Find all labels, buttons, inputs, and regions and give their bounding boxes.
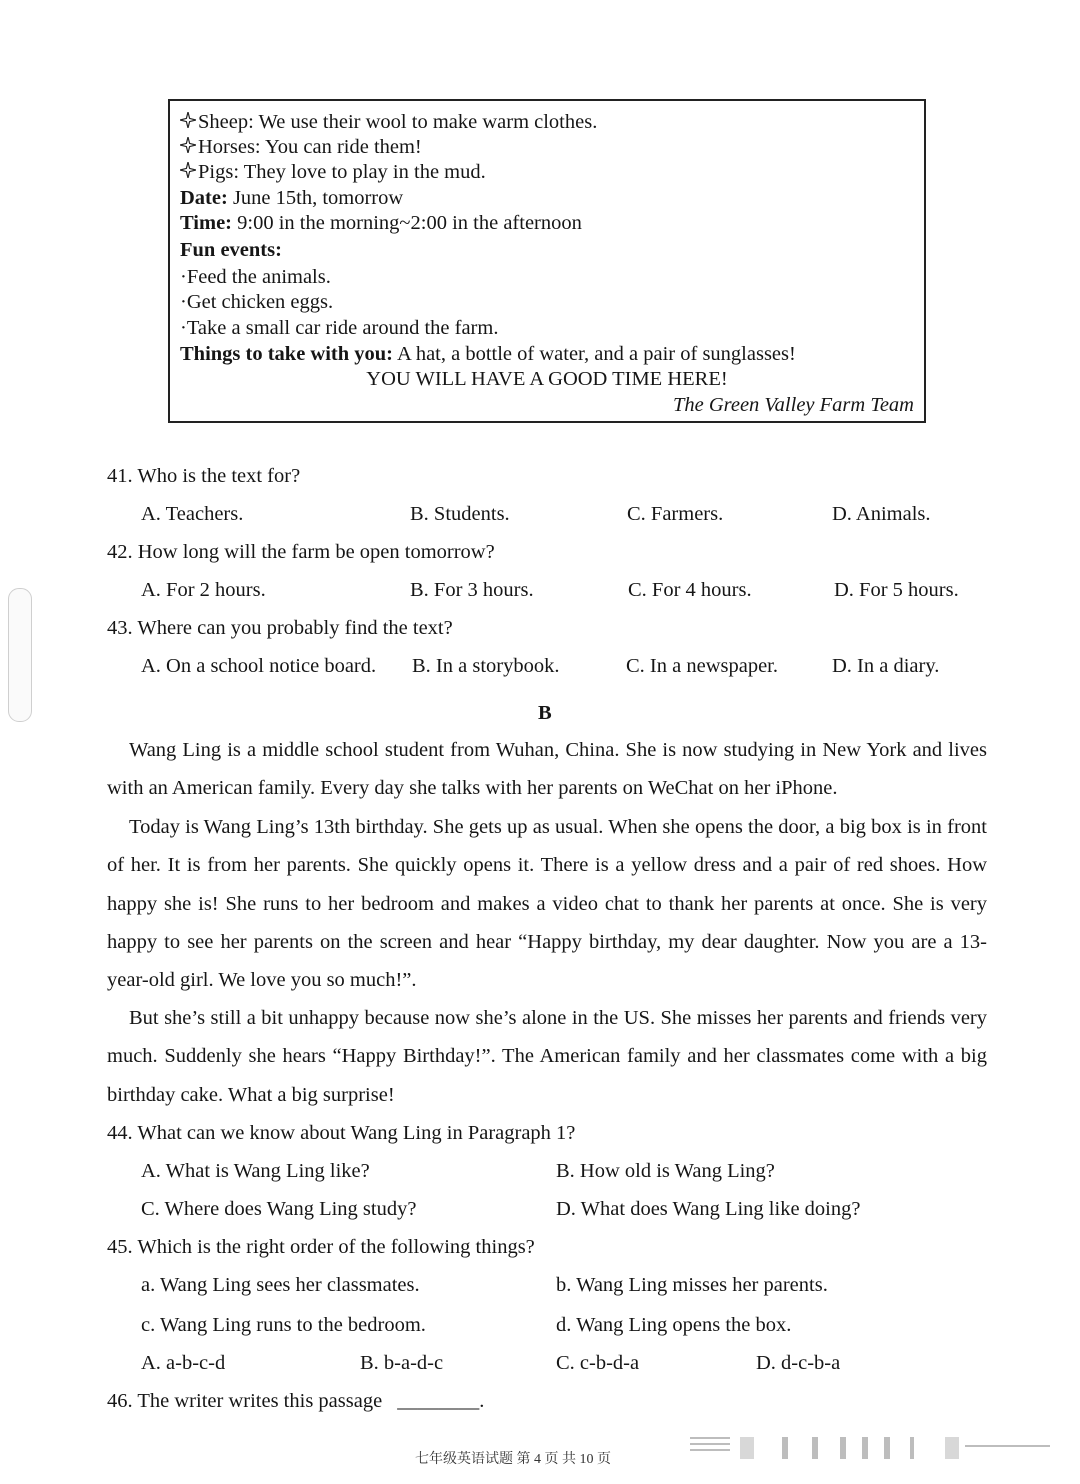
q42-option-b[interactable]: B. For 3 hours. xyxy=(410,579,534,601)
q45-option-a[interactable]: A. a-b-c-d xyxy=(141,1352,226,1374)
notice-signature: The Green Valley Farm Team xyxy=(672,394,914,416)
notice-slogan: YOU WILL HAVE A GOOD TIME HERE! xyxy=(366,368,728,390)
notice-date: Date: June 15th, tomorrow xyxy=(180,187,404,209)
q41-option-d[interactable]: D. Animals. xyxy=(832,503,931,525)
farm-notice-box xyxy=(168,99,926,423)
q45-item-d: d. Wang Ling opens the box. xyxy=(556,1314,792,1336)
notice-event-item: ·Feed the animals. xyxy=(180,266,331,288)
q45-option-d[interactable]: D. d-c-b-a xyxy=(756,1352,841,1374)
q43-option-d[interactable]: D. In a diary. xyxy=(832,655,940,677)
notice-animal-pigs: Pigs: They love to play in the mud. xyxy=(180,159,486,185)
q44-option-b[interactable]: B. How old is Wang Ling? xyxy=(556,1160,775,1182)
notice-event-item: ·Take a small car ride around the farm. xyxy=(180,317,499,339)
passage-paragraph-3: But she’s still a bit unhappy because now she’s alone in the US. She misses her parents and friends very much. Suddenly she hears “Happy Birthday!”. The American family and her classmates come with a big birthday cake. What a big surprise! xyxy=(107,1007,987,1106)
q41-option-b[interactable]: B. Students. xyxy=(410,503,510,525)
q45-item-a: a. Wang Ling sees her classmates. xyxy=(141,1274,420,1296)
q45-option-c[interactable]: C. c-b-d-a xyxy=(556,1352,640,1374)
q45-item-b: b. Wang Ling misses her parents. xyxy=(556,1274,828,1296)
q41-option-c[interactable]: C. Farmers. xyxy=(627,503,724,525)
page-footer: 七年级英语试题 第 4 页 共 10 页 xyxy=(415,1452,611,1467)
question-43: 43. Where can you probably find the text? xyxy=(107,617,453,639)
question-42: 42. How long will the farm be open tomorrow? xyxy=(107,541,495,563)
section-b-title: B xyxy=(538,702,552,724)
q42-option-a[interactable]: A. For 2 hours. xyxy=(141,579,266,601)
question-45: 45. Which is the right order of the following things? xyxy=(107,1236,535,1258)
notice-events-heading: Fun events: xyxy=(180,239,282,261)
notice-time: Time: 9:00 in the morning~2:00 in the afternoon xyxy=(180,212,582,234)
passage-paragraph-2: Today is Wang Ling’s 13th birthday. She gets up as usual. When she opens the door, a big box is in front of her. It is from her parents. She quickly opens it. There is a yellow dress and a pair of red shoes. How happy she is! She runs to her bedroom and makes a video chat to thank her parents at once. She is very happy to see her parents on the screen and hear “Happy birthday, my dear daughter. Now you are a 13-year-old girl. We love you so much!”. xyxy=(107,816,987,992)
four-point-star-icon xyxy=(180,112,198,128)
q44-option-a[interactable]: A. What is Wang Ling like? xyxy=(141,1160,370,1182)
q44-option-c[interactable]: C. Where does Wang Ling study? xyxy=(141,1198,417,1220)
q43-option-c[interactable]: C. In a newspaper. xyxy=(626,655,778,677)
question-44: 44. What can we know about Wang Ling in Paragraph 1? xyxy=(107,1122,576,1144)
four-point-star-icon xyxy=(180,137,198,153)
q42-option-c[interactable]: C. For 4 hours. xyxy=(628,579,752,601)
q42-option-d[interactable]: D. For 5 hours. xyxy=(834,579,959,601)
question-46: 46. The writer writes this passage ________. xyxy=(107,1390,485,1412)
q43-option-b[interactable]: B. In a storybook. xyxy=(412,655,560,677)
q45-option-b[interactable]: B. b-a-d-c xyxy=(360,1352,444,1374)
q43-option-a[interactable]: A. On a school notice board. xyxy=(141,655,377,677)
side-scroll-tab[interactable] xyxy=(8,588,32,722)
question-41: 41. Who is the text for? xyxy=(107,465,301,487)
q44-option-d[interactable]: D. What does Wang Ling like doing? xyxy=(556,1198,861,1220)
notice-animal-sheep: Sheep: We use their wool to make warm clothes. xyxy=(180,109,597,135)
notice-animal-horses: Horses: You can ride them! xyxy=(180,134,422,160)
q45-item-c: c. Wang Ling runs to the bedroom. xyxy=(141,1314,426,1336)
four-point-star-icon xyxy=(180,162,198,178)
notice-things-to-take: Things to take with you: A hat, a bottle of water, and a pair of sunglasses! xyxy=(180,343,796,365)
answer-blank[interactable]: ________. xyxy=(397,1390,485,1412)
q41-option-a[interactable]: A. Teachers. xyxy=(141,503,244,525)
notice-event-item: ·Get chicken eggs. xyxy=(180,291,334,313)
passage-paragraph-1: Wang Ling is a middle school student from Wuhan, China. She is now studying in New York and lives with an American family. Every day she talks with her parents on WeChat on her iPhone. xyxy=(107,739,987,800)
